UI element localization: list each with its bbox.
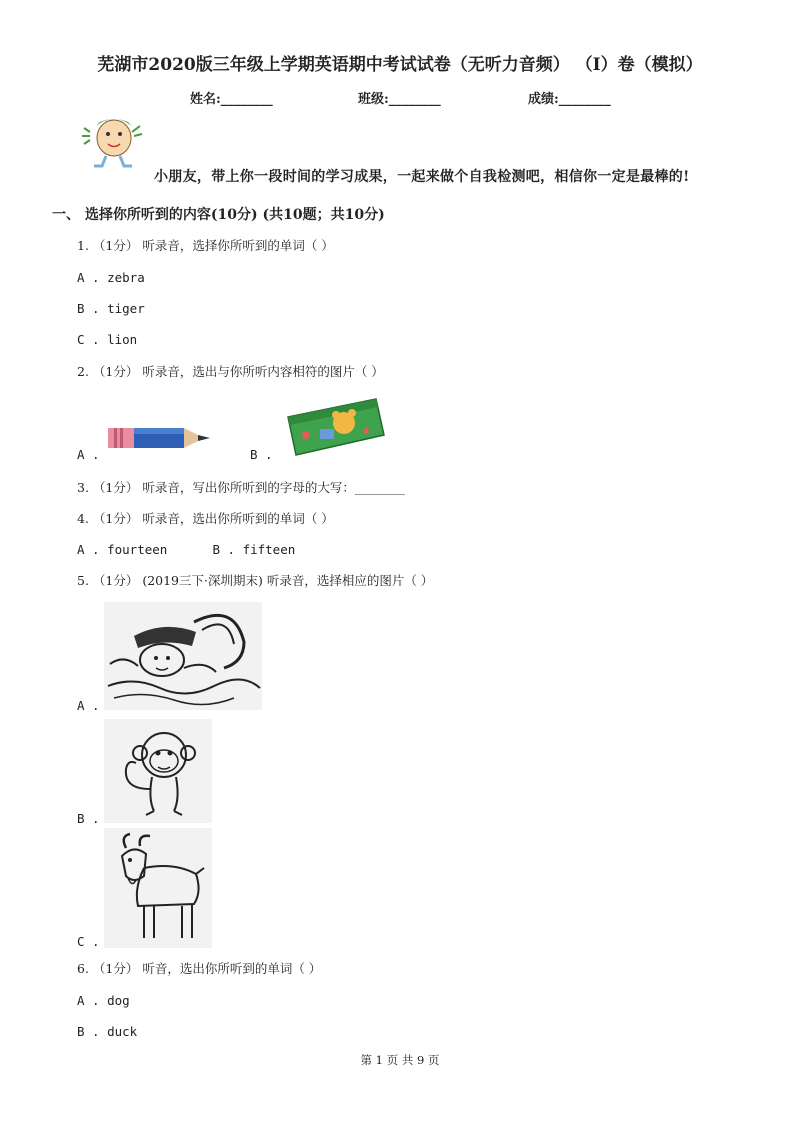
mascot-icon bbox=[80, 112, 146, 170]
q5-option-a[interactable]: A . bbox=[77, 698, 100, 713]
question-5: 5. （1分） (2019三下·深圳期末) 听录音，选择相应的图片（ ） bbox=[77, 573, 434, 588]
question-6: 6. （1分） 听音，选出你所听到的单词（ ） bbox=[77, 961, 322, 976]
class-field[interactable]: 班级:________ bbox=[358, 92, 441, 107]
goat-icon[interactable] bbox=[104, 828, 212, 948]
q1-option-b[interactable]: B . tiger bbox=[77, 301, 145, 316]
q5-option-c[interactable]: C . bbox=[77, 934, 100, 949]
score-field[interactable]: 成绩:________ bbox=[528, 92, 611, 107]
q4-options[interactable]: A . fourteen B . fifteen bbox=[77, 542, 296, 557]
q5-option-b[interactable]: B . bbox=[77, 811, 100, 826]
question-3[interactable]: 3. （1分） 听录音，写出你所听到的字母的大写：________ bbox=[77, 480, 405, 495]
question-1: 1. （1分） 听录音，选择你所听到的单词（ ） bbox=[77, 238, 334, 253]
q6-option-a[interactable]: A . dog bbox=[77, 993, 130, 1008]
q2-option-b[interactable]: B . bbox=[250, 447, 273, 462]
pencil-case-icon[interactable] bbox=[284, 395, 388, 459]
greeting-text: 小朋友，带上你一段时间的学习成果，一起来做个自我检测吧，相信你一定是最棒的! bbox=[154, 169, 690, 185]
page-footer: 第 1 页 共 9 页 bbox=[360, 1053, 440, 1067]
monkey-icon[interactable] bbox=[104, 719, 212, 823]
q6-option-b[interactable]: B . duck bbox=[77, 1024, 138, 1039]
section-heading: 一、 选择你所听到的内容(10分) (共10题；共10分) bbox=[52, 207, 385, 223]
page-title: 芜湖市2020版三年级上学期英语期中考试试卷（无听力音频） （I）卷（模拟） bbox=[97, 55, 703, 75]
q2-option-a[interactable]: A . bbox=[77, 447, 100, 462]
q1-option-c[interactable]: C . lion bbox=[77, 332, 138, 347]
swimming-boy-icon[interactable] bbox=[104, 602, 262, 710]
name-field[interactable]: 姓名:________ bbox=[190, 92, 273, 107]
pencil-icon[interactable] bbox=[106, 422, 212, 454]
question-2: 2. （1分） 听录音，选出与你所听内容相符的图片（ ） bbox=[77, 364, 384, 379]
question-4: 4. （1分） 听录音，选出你所听到的单词（ ） bbox=[77, 511, 334, 526]
q1-option-a[interactable]: A . zebra bbox=[77, 270, 145, 285]
